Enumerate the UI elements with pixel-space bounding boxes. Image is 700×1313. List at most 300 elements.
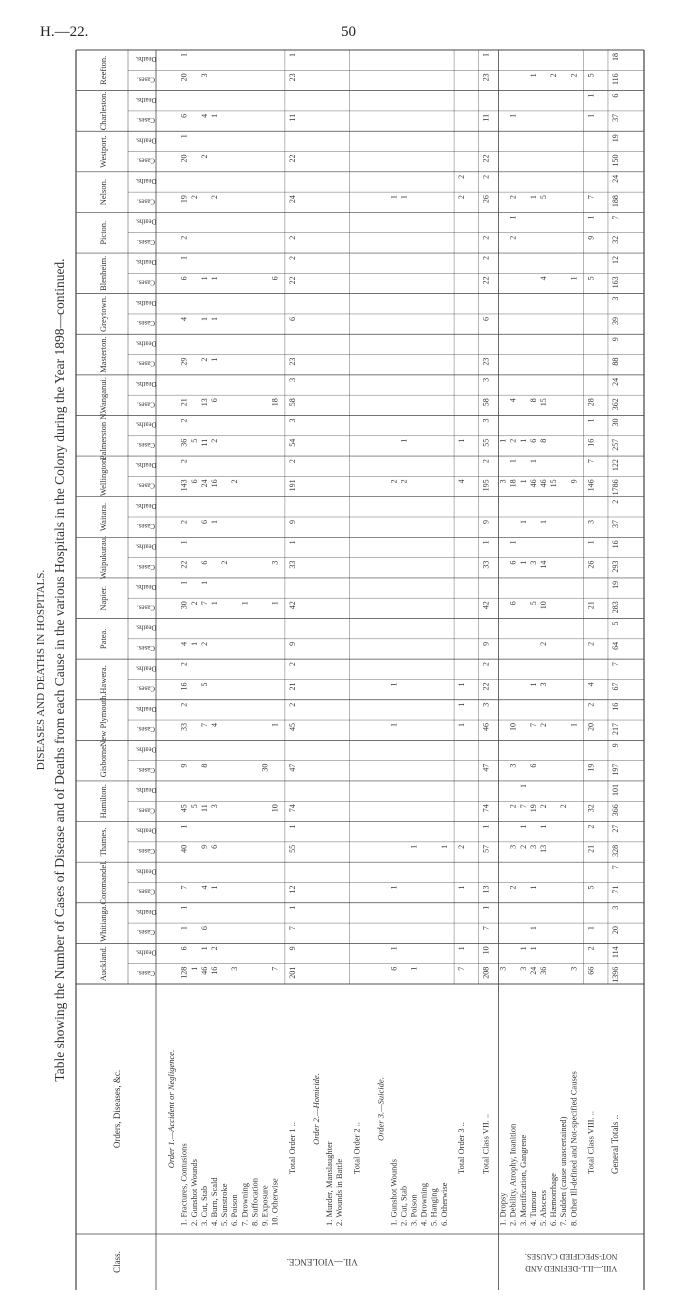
deaths-head: Deaths. xyxy=(135,786,157,795)
data-cell: 10 xyxy=(538,601,548,610)
deaths-head: Deaths. xyxy=(135,664,157,673)
data-cell: 5 xyxy=(538,195,548,200)
data-cell: 46 xyxy=(528,479,538,488)
deaths-head: Deaths. xyxy=(135,542,157,551)
class-viii-label: NOT-SPECIFIED CAUSES. xyxy=(524,1252,618,1261)
data-cell: 1 xyxy=(209,357,219,362)
data-cell: 2 xyxy=(287,702,297,707)
data-cell: 1 xyxy=(179,824,189,829)
data-cell: 9 xyxy=(179,763,189,768)
data-cell: 6 xyxy=(389,966,399,971)
cases-head: Cases. xyxy=(136,319,156,328)
data-cell: 5 xyxy=(586,73,596,78)
data-cell: 27 xyxy=(610,824,620,833)
data-cell: 1 xyxy=(287,53,297,57)
data-cell: 283 xyxy=(610,601,620,614)
hospital-name: Patea. xyxy=(98,628,108,650)
data-cell: 3 xyxy=(586,520,596,524)
data-cell: 2 xyxy=(189,601,199,606)
total-row-label: Total Class VIII. .. xyxy=(585,1111,596,1174)
item-row-label: 5. Abscess xyxy=(537,1190,548,1226)
data-cell: 19 xyxy=(528,804,538,813)
page-number: 50 xyxy=(341,24,356,40)
data-cell: 2 xyxy=(399,479,409,484)
item-row-label: 9. Exposure xyxy=(259,1185,270,1226)
data-cell: 20 xyxy=(586,723,596,732)
data-cell: 33 xyxy=(287,560,297,569)
data-cell: 9 xyxy=(569,479,579,484)
data-cell: 3 xyxy=(481,418,491,423)
data-cell: 3 xyxy=(270,560,280,565)
item-row-label: 3. Mortification, Gangrene xyxy=(517,1134,528,1226)
cases-head: Cases. xyxy=(136,603,156,612)
data-cell: 2 xyxy=(481,174,491,179)
data-cell: 32 xyxy=(586,804,596,813)
data-cell: 201 xyxy=(287,966,297,979)
item-row-label: 6. Otherwise xyxy=(438,1182,449,1226)
data-cell: 19 xyxy=(610,580,620,589)
class-column-head: Class. xyxy=(112,1251,122,1273)
data-cell: 45 xyxy=(287,723,297,732)
data-cell: 74 xyxy=(287,804,297,813)
data-cell: 2 xyxy=(179,235,189,240)
data-cell: 1 xyxy=(179,926,189,931)
hospital-name: Charleston. xyxy=(98,91,108,131)
data-cell: 22 xyxy=(481,154,491,163)
data-cell: 1 xyxy=(586,926,596,931)
hospital-name: Gisborne. xyxy=(98,744,108,778)
cases-head: Cases. xyxy=(136,197,156,206)
data-cell: 2 xyxy=(199,357,209,362)
data-cell: 42 xyxy=(481,601,491,610)
cases-head: Cases. xyxy=(136,562,156,571)
deaths-head: Deaths. xyxy=(135,258,157,267)
deaths-head: Deaths. xyxy=(135,826,157,835)
data-cell: 6 xyxy=(199,926,209,931)
data-cell: 3 xyxy=(569,966,579,971)
data-cell: 1 xyxy=(586,418,596,423)
item-row-label: 2. Gunshot Wounds xyxy=(188,1159,199,1226)
data-cell: 4 xyxy=(209,723,219,728)
data-cell: 4 xyxy=(179,641,189,646)
data-cell: 1 xyxy=(240,601,250,606)
data-cell: 2 xyxy=(508,804,518,809)
item-row-label: 1. Gunshot Wounds xyxy=(388,1159,399,1226)
data-cell: 1 xyxy=(586,113,596,118)
data-cell: 257 xyxy=(610,438,620,451)
data-cell: 2 xyxy=(179,702,189,707)
item-row-label: 7. Sudden (cause unascertained) xyxy=(558,1116,569,1226)
data-cell: 1 xyxy=(586,540,596,545)
data-cell: 26 xyxy=(586,560,596,569)
data-cell: 1396 xyxy=(610,966,620,983)
data-cell: 7 xyxy=(287,926,297,931)
data-cell: 1 xyxy=(481,824,491,829)
data-cell: 5 xyxy=(189,804,199,809)
data-cell: 191 xyxy=(287,479,297,492)
data-cell: 64 xyxy=(610,641,620,650)
data-cell: 5 xyxy=(189,438,199,443)
data-cell: 1 xyxy=(199,276,209,281)
data-cell: 7 xyxy=(610,865,620,870)
cases-head: Cases. xyxy=(136,806,156,815)
item-row-label: 8. Other Ill-defined and Not-specified Causes xyxy=(568,1071,579,1226)
data-cell: 1 xyxy=(399,195,409,200)
cases-head: Cases. xyxy=(136,237,156,246)
data-cell: 14 xyxy=(538,560,548,569)
data-cell: 2 xyxy=(457,174,467,179)
data-cell: 18 xyxy=(610,53,620,61)
data-cell: 1 xyxy=(199,946,209,951)
data-cell: 195 xyxy=(481,479,491,492)
item-row-label: 5. Sunstroke xyxy=(219,1183,230,1226)
data-cell: 20 xyxy=(610,926,620,935)
data-cell: 1 xyxy=(209,601,219,606)
data-cell: 6 xyxy=(481,316,491,321)
data-cell: 1 xyxy=(528,195,538,200)
data-cell: 22 xyxy=(287,154,297,163)
data-cell: 2 xyxy=(189,195,199,200)
data-cell: 18 xyxy=(508,479,518,488)
data-cell: 3 xyxy=(508,763,518,768)
data-cell: 1 xyxy=(287,824,297,829)
deaths-head: Deaths. xyxy=(135,461,157,470)
data-cell: 7 xyxy=(270,966,280,971)
data-cell: 208 xyxy=(481,966,491,979)
data-cell: 3 xyxy=(528,844,538,849)
data-cell: 37 xyxy=(610,113,620,122)
cases-head: Cases. xyxy=(136,928,156,937)
hospital-name: Masterton. xyxy=(98,336,108,373)
data-cell: 1 xyxy=(528,73,538,78)
data-cell: 1 xyxy=(457,438,467,443)
data-cell: 362 xyxy=(610,398,620,411)
data-cell: 3 xyxy=(287,377,297,382)
cases-head: Cases. xyxy=(136,359,156,368)
cases-head: Cases. xyxy=(136,400,156,409)
data-cell: 24 xyxy=(528,966,538,975)
deaths-head: Deaths. xyxy=(135,583,157,592)
data-cell: 1 xyxy=(498,438,508,443)
data-cell: 146 xyxy=(586,479,596,492)
data-cell: 1 xyxy=(179,580,189,585)
data-cell: 6 xyxy=(179,276,189,281)
data-cell: 5 xyxy=(610,621,620,626)
deaths-head: Deaths. xyxy=(135,704,157,713)
item-row-label: 6. Hæmorrhage xyxy=(548,1173,559,1226)
item-row-label: 7. Drowning xyxy=(239,1183,250,1226)
data-cell: 1 xyxy=(389,885,399,890)
data-cell: 1 xyxy=(508,215,518,220)
hospital-name: Blenheim. xyxy=(98,255,108,291)
data-cell: 7 xyxy=(528,723,538,728)
data-cell: 2 xyxy=(586,641,596,646)
data-cell: 6 xyxy=(287,316,297,321)
data-cell: 5 xyxy=(528,601,538,606)
data-cell: 2 xyxy=(179,418,189,423)
data-cell: 1 xyxy=(287,540,297,545)
data-cell: 1 xyxy=(409,966,419,971)
document-reference: H.—22. xyxy=(40,24,89,40)
data-cell: 3 xyxy=(209,804,219,809)
data-cell: 1 xyxy=(528,885,538,890)
data-cell: 22 xyxy=(179,560,189,569)
data-cell: 366 xyxy=(610,804,620,817)
deaths-head: Deaths. xyxy=(135,95,157,104)
cases-head: Cases. xyxy=(136,847,156,856)
data-cell: 2 xyxy=(559,804,569,809)
data-cell: 2 xyxy=(209,438,219,443)
hospital-name: Napier. xyxy=(98,585,108,611)
data-cell: 3 xyxy=(518,966,528,971)
hospital-name: Thames. xyxy=(98,827,108,857)
data-cell: 55 xyxy=(287,844,297,853)
data-cell: 1 xyxy=(569,723,579,728)
data-cell: 33 xyxy=(481,560,491,569)
deaths-head: Deaths. xyxy=(135,867,157,876)
data-cell: 1 xyxy=(518,783,528,788)
data-cell: 9 xyxy=(586,235,596,240)
data-cell: 2 xyxy=(538,804,548,809)
data-cell: 1 xyxy=(389,682,399,687)
data-cell: 3 xyxy=(610,296,620,301)
table-subtitle: DISEASES AND DEATHS IN HOSPITALS. xyxy=(35,569,47,771)
deaths-head: Deaths. xyxy=(135,55,157,64)
order-heading: Order 2.—Homicide. xyxy=(311,1073,322,1145)
data-cell: 1786 xyxy=(610,479,620,496)
data-cell: 4 xyxy=(586,682,596,687)
data-cell: 36 xyxy=(179,438,189,447)
data-cell: 88 xyxy=(610,357,620,366)
data-cell: 2 xyxy=(209,195,219,200)
data-cell: 3 xyxy=(508,844,518,849)
hospital-name: Wanganui. xyxy=(98,376,108,414)
data-cell: 6 xyxy=(189,479,199,484)
data-cell: 3 xyxy=(287,418,297,423)
data-cell: 10 xyxy=(508,723,518,732)
data-cell: 20 xyxy=(179,154,189,163)
data-cell: 7 xyxy=(179,885,189,890)
hospital-name: Waitara. xyxy=(98,502,108,532)
data-cell: 2 xyxy=(287,662,297,667)
data-cell: 71 xyxy=(610,885,620,894)
data-cell: 11 xyxy=(287,113,297,122)
hospital-name: Greytown. xyxy=(98,295,108,333)
deaths-head: Deaths. xyxy=(135,420,157,429)
data-cell: 1 xyxy=(538,520,548,524)
data-cell: 1 xyxy=(457,885,467,890)
data-cell: 1 xyxy=(270,601,280,606)
item-row-label: 2. Wounds in Battle xyxy=(333,1158,344,1226)
data-cell: 11 xyxy=(481,113,491,122)
data-cell: 2 xyxy=(209,946,219,951)
hospital-name: Auckland. xyxy=(98,946,108,982)
data-cell: 13 xyxy=(481,885,491,894)
data-cell: 1 xyxy=(518,479,528,484)
hospital-name: Reefton. xyxy=(98,55,108,85)
data-cell: 6 xyxy=(199,560,209,565)
data-cell: 2 xyxy=(220,560,230,565)
item-row-label: 8. Suffocation xyxy=(249,1177,260,1226)
data-cell: 2 xyxy=(179,662,189,667)
hospital-name: Picton. xyxy=(98,220,108,245)
data-cell: 1 xyxy=(179,134,189,139)
data-cell: 6 xyxy=(209,398,219,403)
data-cell: 1 xyxy=(389,195,399,200)
data-cell: 1 xyxy=(508,113,518,118)
data-cell: 67 xyxy=(610,682,620,691)
data-cell: 1 xyxy=(457,702,467,707)
data-cell: 6 xyxy=(508,601,518,606)
data-cell: 29 xyxy=(179,357,189,366)
item-row-label: 1. Murder, Manslaughter xyxy=(323,1141,334,1226)
data-cell: 39 xyxy=(610,316,620,325)
data-cell: 8 xyxy=(199,763,209,768)
data-cell: 2 xyxy=(179,520,189,524)
data-cell: 328 xyxy=(610,844,620,857)
grand-row-label: General Totals .. xyxy=(609,1114,620,1174)
data-cell: 2 xyxy=(457,195,467,200)
data-cell: 23 xyxy=(481,73,491,82)
data-cell: 16 xyxy=(586,438,596,447)
data-cell: 21 xyxy=(586,601,596,610)
data-cell: 6 xyxy=(528,763,538,768)
data-cell: 1 xyxy=(528,459,538,464)
hospital-name: Whitianga. xyxy=(98,904,108,942)
data-cell: 2 xyxy=(508,195,518,200)
data-cell: 26 xyxy=(481,195,491,204)
data-cell: 58 xyxy=(481,398,491,407)
data-cell: 21 xyxy=(586,844,596,853)
data-cell: 45 xyxy=(179,804,189,813)
data-cell: 54 xyxy=(287,438,297,447)
data-cell: 40 xyxy=(179,844,189,853)
data-cell: 2 xyxy=(481,235,491,240)
data-cell: 20 xyxy=(179,73,189,82)
hospital-name: Hamilton. xyxy=(98,784,108,819)
data-cell: 1 xyxy=(439,844,449,849)
data-cell: 1 xyxy=(179,53,189,57)
hospital-name: New Plymouth. xyxy=(98,693,108,747)
data-cell: 74 xyxy=(481,804,491,813)
data-cell: 24 xyxy=(610,377,620,386)
data-cell: 197 xyxy=(610,763,620,776)
data-cell: 9 xyxy=(610,337,620,342)
data-cell: 3 xyxy=(481,377,491,382)
data-cell: 6 xyxy=(179,946,189,951)
data-cell: 1 xyxy=(481,905,491,910)
data-cell: 1 xyxy=(189,641,199,646)
data-cell: 58 xyxy=(287,398,297,407)
data-cell: 9 xyxy=(287,520,297,524)
data-cell: 18 xyxy=(270,398,280,407)
data-cell: 30 xyxy=(260,763,270,772)
data-cell: 46 xyxy=(538,479,548,488)
data-cell: 23 xyxy=(481,357,491,366)
data-cell: 1 xyxy=(457,946,467,951)
data-cell: 15 xyxy=(538,398,548,407)
data-cell: 1 xyxy=(508,540,518,545)
deaths-head: Deaths. xyxy=(135,136,157,145)
data-cell: 3 xyxy=(230,966,240,971)
data-cell: 1 xyxy=(586,215,596,220)
total-row-label: Total Order 2 .. xyxy=(351,1121,362,1174)
data-cell: 2 xyxy=(549,73,559,78)
data-cell: 7 xyxy=(610,215,620,220)
hospital-name: Wellington. xyxy=(98,456,108,497)
data-cell: 28 xyxy=(586,398,596,407)
deaths-head: Deaths. xyxy=(135,907,157,916)
data-cell: 37 xyxy=(610,520,620,528)
data-cell: 1 xyxy=(569,276,579,281)
data-cell: 2 xyxy=(538,723,548,728)
data-cell: 2 xyxy=(508,438,518,443)
deaths-head: Deaths. xyxy=(135,501,157,510)
data-cell: 9 xyxy=(481,520,491,524)
item-row-label: 6. Poison xyxy=(229,1194,240,1226)
item-row-label: 3. Poison xyxy=(408,1194,419,1226)
data-cell: 47 xyxy=(481,763,491,772)
deaths-head: Deaths. xyxy=(135,623,157,632)
data-cell: 2 xyxy=(586,702,596,707)
data-cell: 2 xyxy=(508,885,518,890)
data-cell: 6 xyxy=(199,520,209,524)
data-cell: 2 xyxy=(199,641,209,646)
data-cell: 8 xyxy=(538,438,548,443)
data-cell: 1 xyxy=(179,905,189,910)
data-cell: 46 xyxy=(481,723,491,732)
deaths-head: Deaths. xyxy=(135,217,157,226)
data-cell: 16 xyxy=(610,540,620,549)
total-row-label: Total Order 1 .. xyxy=(286,1121,297,1174)
data-cell: 114 xyxy=(610,946,620,959)
hospital-name: Westport. xyxy=(98,135,108,168)
data-cell: 1 xyxy=(457,723,467,728)
data-cell: 6 xyxy=(528,438,538,443)
data-cell: 101 xyxy=(610,783,620,796)
data-cell: 143 xyxy=(179,479,189,492)
item-row-label: 4. Tumour xyxy=(527,1190,538,1226)
total-row-label: Total Class VII. .. xyxy=(480,1113,491,1174)
data-cell: 2 xyxy=(508,235,518,240)
item-row-label: 4. Drowning xyxy=(418,1183,429,1226)
data-cell: 24 xyxy=(199,479,209,488)
data-cell: 32 xyxy=(610,235,620,244)
data-cell: 42 xyxy=(287,601,297,610)
cases-head: Cases. xyxy=(136,440,156,449)
data-cell: 55 xyxy=(481,438,491,447)
data-cell: 22 xyxy=(287,276,297,285)
data-cell: 2 xyxy=(481,256,491,261)
data-cell: 3 xyxy=(498,479,508,484)
data-cell: 1 xyxy=(409,844,419,849)
data-cell: 1 xyxy=(179,256,189,261)
data-cell: 293 xyxy=(610,560,620,573)
data-cell: 3 xyxy=(610,905,620,910)
data-cell: 1 xyxy=(189,966,199,971)
data-cell: 47 xyxy=(287,763,297,772)
data-cell: 6 xyxy=(179,113,189,118)
hospital-name: Nelson. xyxy=(98,179,108,206)
data-cell: 9 xyxy=(287,946,297,951)
data-cell: 24 xyxy=(610,174,620,183)
data-cell: 10 xyxy=(481,946,491,955)
data-cell: 2 xyxy=(569,73,579,78)
deaths-head: Deaths. xyxy=(135,745,157,754)
data-cell: 122 xyxy=(610,459,620,472)
data-cell: 23 xyxy=(287,73,297,82)
data-cell: 1 xyxy=(518,824,528,829)
